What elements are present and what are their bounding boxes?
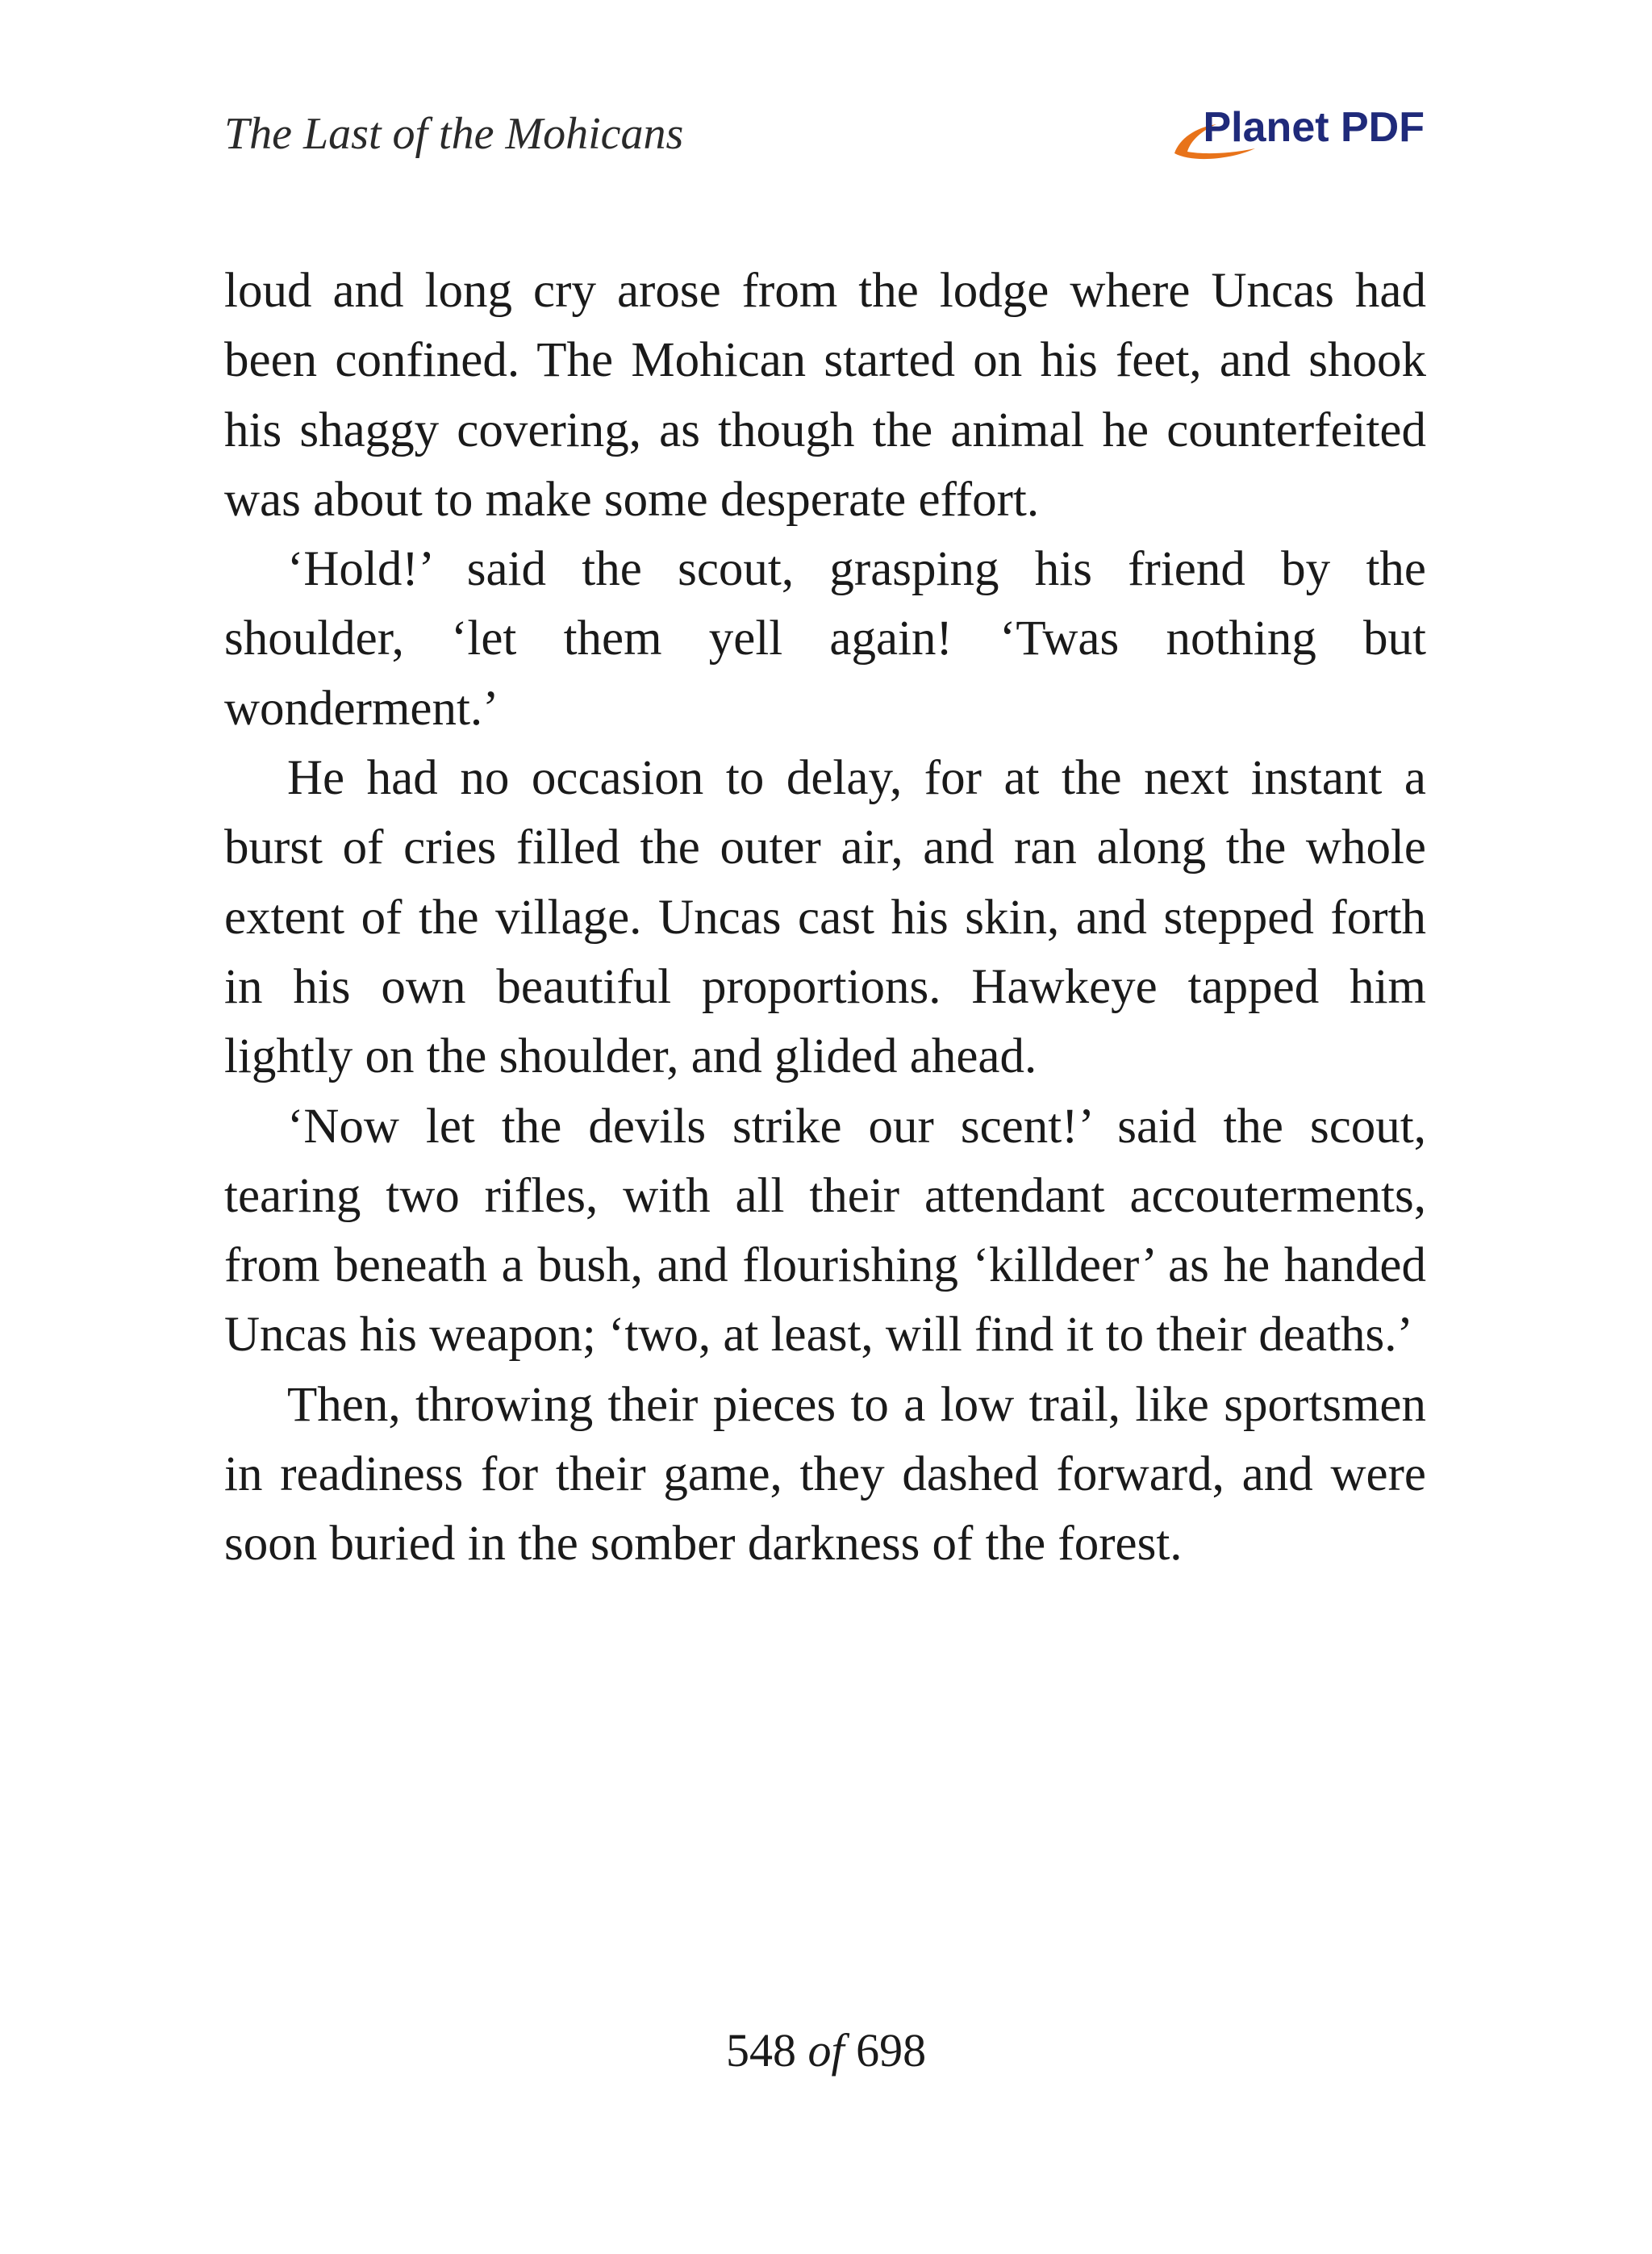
page-of-label: of — [807, 2024, 845, 2077]
page-header — [224, 103, 1426, 176]
book-title: The Last of the Mohicans — [224, 109, 684, 159]
total-pages: 698 — [856, 2024, 927, 2077]
page-body — [224, 257, 1426, 1580]
logo-text: Planet PDF — [1203, 104, 1425, 151]
paragraph-4: ‘Now let the devils strike our scent!’ said the scout, tearing two rifles, with all their attendant accouterments, from beneath a bush, and flourishing ‘killdeer’ as he handed Uncas his weapon; ‘two, at least, will find it to their deaths.’ — [224, 1099, 1426, 1363]
paragraph-3: He had no occasion to delay, for at the next instant a burst of cries filled the outer air, and ran along the whole extent of the village. Uncas cast his skin, and stepped forth in his own beautiful proportions. Hawkeye tapped him lightly on the shoulder, and glided ahead. — [224, 751, 1426, 1084]
paragraph-5: Then, throwing their pieces to a low trail, like sportsmen in readiness for their game, they dashed forward, and were soon buried in the somber darkness of the forest. — [224, 1377, 1426, 1572]
current-page: 548 — [725, 2024, 796, 2077]
planet-pdf-logo[interactable] — [1160, 103, 1426, 168]
paragraph-1: loud and long cry arose from the lodge where Uncas had been confined. The Mohican started on his feet, and shook his shaggy covering, as though the animal he counterfeited was about to make some desperate effort. — [224, 264, 1426, 527]
paragraph-2: ‘Hold!’ said the scout, grasping his friend by the shoulder, ‘let them yell again! ‘Twas nothing but wonderment.’ — [224, 542, 1426, 736]
page-number — [0, 2023, 1652, 2077]
